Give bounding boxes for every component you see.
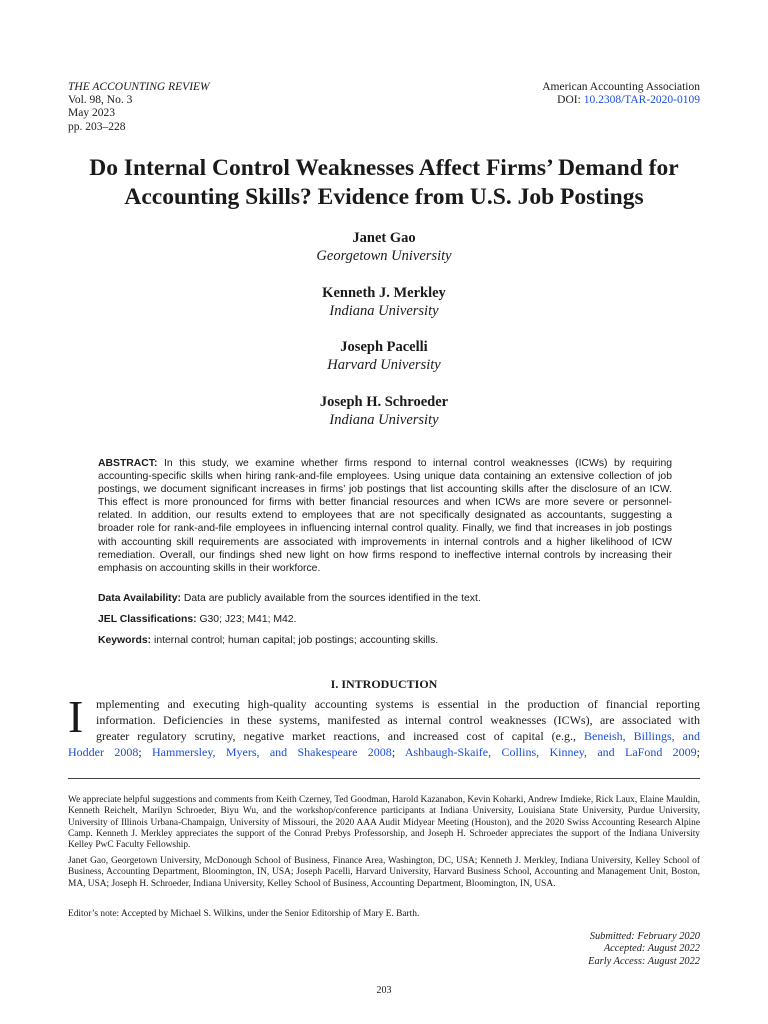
accepted-date: Accepted: August 2022 xyxy=(603,943,700,955)
citation-separator: ; xyxy=(391,745,405,759)
data-availability-label: Data Availability: xyxy=(98,593,181,604)
author-name: Kenneth J. Merkley xyxy=(322,285,446,301)
author-name: Joseph H. Schroeder xyxy=(319,394,449,410)
citation-link[interactable]: Hammersley, Myers, and Shakespeare 2008 xyxy=(152,745,392,759)
author-name: Janet Gao xyxy=(352,230,416,246)
journal-header-left xyxy=(68,81,210,134)
article-title xyxy=(40,154,728,212)
citation-separator: ; xyxy=(696,745,700,759)
data-availability xyxy=(98,592,672,605)
abstract-text: In this study, we examine whether firms respond to internal control weaknesses (ICWs) by requiring accounting-specific skills when hiring rank-and-file employees. Using unique data containing an extensive collection of job postings, we document significant increases in firms’ job postings that list accounting skills after the disclosure of an ICW. This effect is more pronounced for firms with better financial resources and when ICWs are more severe or personnel-related. In addition, our results extend to employees that are not specifically designated as accountants, suggesting a broader role for rank-and-file employees in influencing internal control quality. Finally, we find that increases in job postings with accounting skill requirements are associated with improvements in internal controls and a higher likelihood of ICW remediation. Overall, our findings shed new light on how firms respond to ineffective internal controls by increasing their emphasis on accounting skills in their workforce. xyxy=(98,458,672,574)
author-affiliation: Georgetown University xyxy=(316,248,452,264)
intro-line-3 xyxy=(96,729,700,743)
data-availability-text: Data are publicly available from the sources identified in the text. xyxy=(180,593,481,604)
citation-link[interactable]: Hodder 2008 xyxy=(68,745,139,759)
intro-line-1: mplementing and executing high-quality accounting systems is essential in the production of financial reporting xyxy=(96,697,700,711)
page-number: 203 xyxy=(376,985,392,996)
citation-separator: ; xyxy=(138,745,152,759)
jel-classifications xyxy=(98,613,672,626)
doi-link[interactable]: 10.2308/TAR-2020-0109 xyxy=(583,94,700,107)
intro-line-3-text: greater regulatory scrutiny, negative market reactions, and increased cost of capital (e.g., xyxy=(96,729,584,743)
author-name: Joseph Pacelli xyxy=(340,339,428,355)
author-affiliation: Indiana University xyxy=(329,412,439,428)
title-line-2: Accounting Skills? Evidence from U.S. Job Postings xyxy=(124,184,644,210)
publisher: American Accounting Association xyxy=(542,81,700,93)
keywords xyxy=(98,634,672,647)
journal-header-right xyxy=(542,81,700,107)
abstract-label: ABSTRACT: xyxy=(98,458,158,469)
keywords-text: internal control; human capital; job postings; accounting skills. xyxy=(151,635,439,646)
early-access-date: Early Access: August 2022 xyxy=(588,955,700,967)
author-block xyxy=(0,338,768,375)
abstract xyxy=(98,457,672,575)
section-heading: I. INTRODUCTION xyxy=(330,677,438,691)
title-line-1: Do Internal Control Weaknesses Affect Firms’ Demand for xyxy=(89,155,679,181)
journal-name: THE ACCOUNTING REVIEW xyxy=(68,81,210,93)
affiliations-footnote: Janet Gao, Georgetown University, McDonough School of Business, Finance Area, Washington, DC, USA; Kenneth J. Merkley, Indiana University, Kelley School of Business, Accounting Department, Bloomington, IN, USA; Joseph Pacelli, Harvard University, Harvard Business School, Accounting and Management Unit, Boston, MA, USA; Joseph H. Schroeder, Indiana University, Kelley School of Business, Accounting Department, Bloomington, IN, USA. xyxy=(68,856,700,889)
keywords-label: Keywords: xyxy=(98,635,152,646)
doi-line xyxy=(542,94,700,107)
drop-cap: I xyxy=(68,691,84,742)
submitted-date: Submitted: February 2020 xyxy=(589,931,700,942)
submission-dates xyxy=(588,931,700,968)
acknowledgments-footnote: We appreciate helpful suggestions and comments from Keith Czerney, Ted Goodman, Harold Kazanabon, Kevin Koharki, Andrew Imdieke, Rick Laux, Elaine Mauldin, Kenneth Reichelt, Marilyn Schroeder, Biyu Wu, and the workshop/conference participants at Indiana University, Louisiana State University, Purdue University, University of Illinois Urbana-Champaign, University of Missouri, the 2020 AAA Audit Midyear Meeting (Houston), and the 2020 Swiss Accounting Research Alpine Camp. Kenneth J. Merkley appreciates the support of the Conrad Prebys Professorship, and Joseph H. Schroeder appreciates the support of the Indiana University Kelley PwC Faculty Fellowship. xyxy=(68,795,700,851)
footnote-divider xyxy=(68,778,700,779)
citation-link[interactable]: Ashbaugh-Skaife, Collins, Kinney, and LaFond 2009 xyxy=(404,745,697,759)
jel-text: G30; J23; M41; M42. xyxy=(196,614,297,625)
author-affiliation: Harvard University xyxy=(327,357,441,373)
author-affiliation: Indiana University xyxy=(329,303,439,319)
intro-line-4 xyxy=(68,745,700,759)
citation-link[interactable]: Beneish, Billings, and xyxy=(584,729,700,743)
journal-date: May 2023 xyxy=(68,107,115,120)
intro-line-2: information. Deficiencies in these systems, manifested as internal control weaknesses (ICWs), are associated with xyxy=(96,713,700,727)
author-block xyxy=(0,393,768,430)
journal-pages: pp. 203–228 xyxy=(68,120,126,133)
jel-label: JEL Classifications: xyxy=(98,614,197,625)
doi-label: DOI: xyxy=(557,94,584,107)
author-block xyxy=(0,284,768,321)
journal-volume: Vol. 98, No. 3 xyxy=(68,94,133,107)
author-block xyxy=(0,229,768,266)
editor-note: Editor’s note: Accepted by Michael S. Wilkins, under the Senior Editorship of Mary E. Barth. xyxy=(68,909,420,919)
